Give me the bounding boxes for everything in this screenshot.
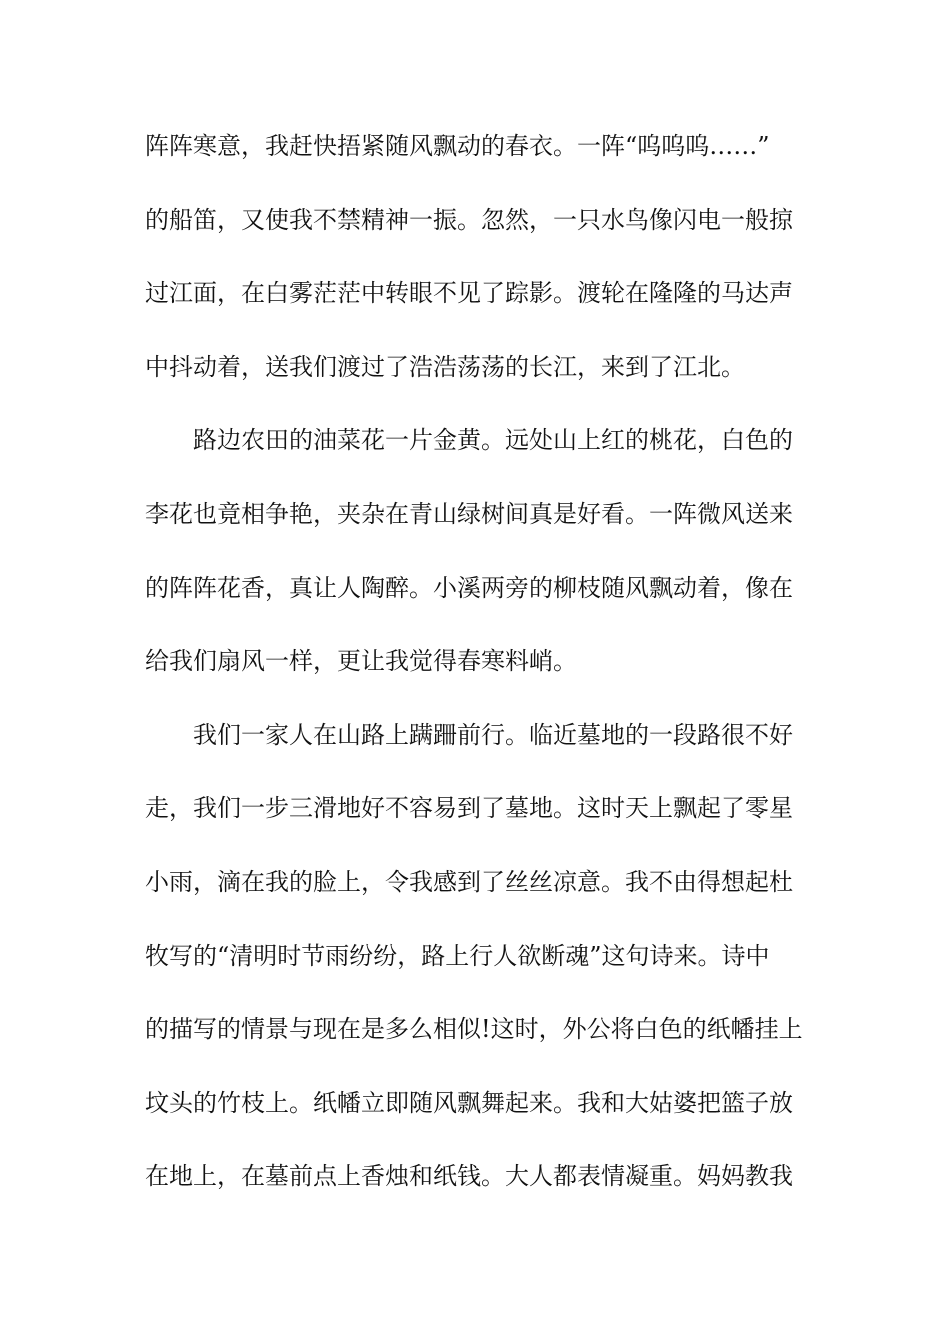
paragraph-3-line-4: 牧写的“清明时节雨纷纷，路上行人欲断魂”这句诗来。诗中 — [145, 941, 770, 970]
paragraph-2-line-4: 给我们扇风一样，更让我觉得春寒料峭。 — [145, 647, 577, 676]
paragraph-1-line-1: 阵阵寒意，我赶快捂紧随风飘动的春衣。一阵“呜呜呜……” — [145, 132, 770, 160]
paragraph-3-line-2: 走，我们一步三滑地好不容易到了墓地。这时天上飘起了零星 — [145, 794, 793, 823]
paragraph-1-line-3: 过江面，在白雾茫茫中转眼不见了踪影。渡轮在隆隆的马达声 — [145, 279, 793, 308]
paragraph-3-line-3: 小雨，滴在我的脸上，令我感到了丝丝凉意。我不由得想起杜 — [145, 867, 793, 896]
paragraph-2-line-3: 的阵阵花香，真让人陶醉。小溪两旁的柳枝随风飘动着，像在 — [145, 573, 793, 602]
paragraph-3-line-7: 在地上，在墓前点上香烛和纸钱。大人都表情凝重。妈妈教我 — [145, 1162, 793, 1191]
paragraph-2-line-2: 李花也竟相争艳，夹杂在青山绿树间真是好看。一阵微风送来 — [145, 499, 793, 528]
paragraph-1-line-2: 的船笛，又使我不禁精神一振。忽然，一只水鸟像闪电一般掠 — [145, 205, 793, 234]
paragraph-3-line-6: 坟头的竹枝上。纸幡立即随风飘舞起来。我和大姑婆把篮子放 — [145, 1088, 793, 1117]
paragraph-2-line-1: 路边农田的油菜花一片金黄。远处山上红的桃花，白色的 — [193, 426, 793, 455]
paragraph-3-line-5: 的描写的情景与现在是多么相似!这时，外公将白色的纸幡挂上 — [145, 1015, 803, 1044]
paragraph-3-line-1: 我们一家人在山路上蹒跚前行。临近墓地的一段路很不好 — [193, 720, 793, 749]
paragraph-1-line-4: 中抖动着，送我们渡过了浩浩荡荡的长江，来到了江北。 — [145, 352, 745, 381]
document-body — [145, 128, 805, 1232]
